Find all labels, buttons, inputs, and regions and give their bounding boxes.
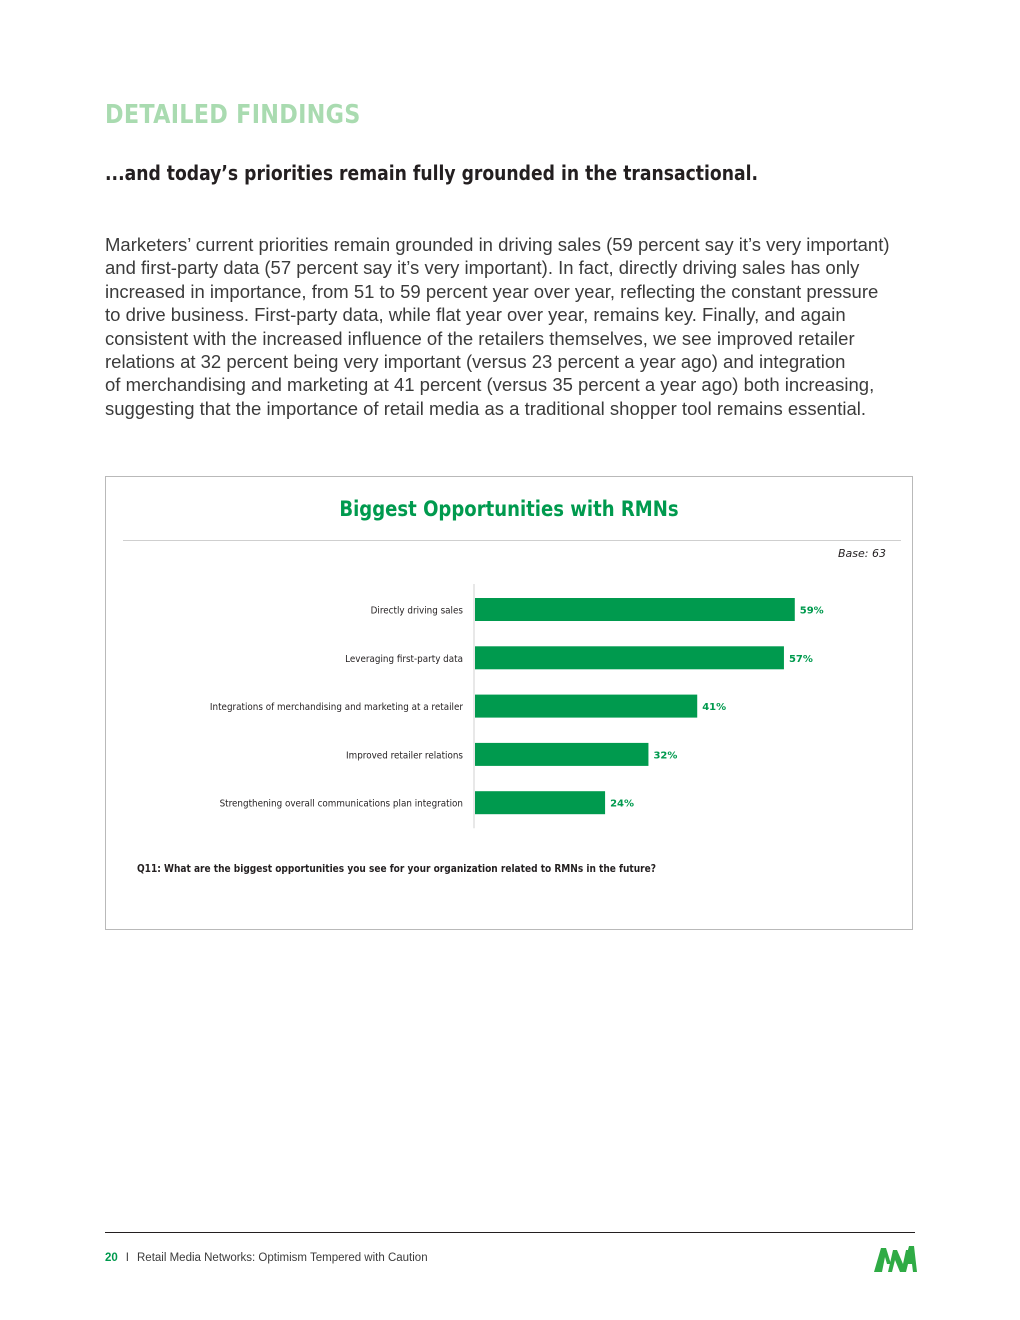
page-subhead: ...and today’s priorities remain fully grounded in the transactional. xyxy=(105,161,759,185)
category-label: Integrations of merchandising and marketing at a retailer xyxy=(209,701,463,714)
section-label: DETAILED FINDINGS xyxy=(105,100,361,130)
body-line: suggesting that the importance of retail media as a traditional shopper tool remains essential. xyxy=(105,397,866,419)
body-line: and first-party data (57 percent say it’s very important). In fact, directly driving sales has only xyxy=(105,257,860,279)
body-line: Marketers’ current priorities remain grounded in driving sales (59 percent say it’s very important) xyxy=(105,234,890,255)
body-line: relations at 32 percent being very important (versus 23 percent a year ago) and integration xyxy=(105,351,846,373)
chart-title: Biggest Opportunities with RMNs xyxy=(339,497,679,521)
category-label: Strengthening overall communications plan integration xyxy=(219,798,463,810)
logo-text: ANA xyxy=(873,1244,876,1245)
footer xyxy=(105,1252,428,1264)
survey-question: Q11: What are the biggest opportunities you see for your organization related to RMNs in the future? xyxy=(137,863,656,875)
body-line: to drive business. First-party data, while flat year over year, remains key. Finally, and again xyxy=(105,304,846,326)
category-label: Improved retailer relations xyxy=(346,749,463,762)
body-line: consistent with the increased influence of the retailers themselves, we see improved retailer xyxy=(105,327,855,349)
value-label: 24% xyxy=(610,798,635,810)
value-label: 41% xyxy=(702,702,727,714)
bar xyxy=(475,791,605,814)
value-label: 32% xyxy=(653,750,678,762)
value-label: 59% xyxy=(799,605,824,617)
footer-separator: I xyxy=(125,1252,129,1264)
body-line: increased in importance, from 51 to 59 percent year over year, reflecting the constant pressure xyxy=(105,280,879,302)
page-number: 20 xyxy=(105,1252,118,1264)
bar xyxy=(475,695,697,718)
bar xyxy=(475,598,795,621)
ana-logo xyxy=(873,1244,917,1274)
bar xyxy=(475,646,784,669)
body-paragraph xyxy=(105,233,920,420)
bar-chart xyxy=(106,477,912,857)
bar xyxy=(475,743,648,766)
category-label: Leveraging first-party data xyxy=(345,653,463,665)
document-title: Retail Media Networks: Optimism Tempered with Caution xyxy=(137,1252,428,1264)
base-note: Base: 63 xyxy=(838,547,886,560)
chart-panel xyxy=(105,476,913,930)
footer-divider xyxy=(105,1232,915,1233)
body-line: of merchandising and marketing at 41 percent (versus 35 percent a year ago) both increasing, xyxy=(105,374,875,396)
category-label: Directly driving sales xyxy=(370,605,463,617)
value-label: 57% xyxy=(788,653,813,665)
